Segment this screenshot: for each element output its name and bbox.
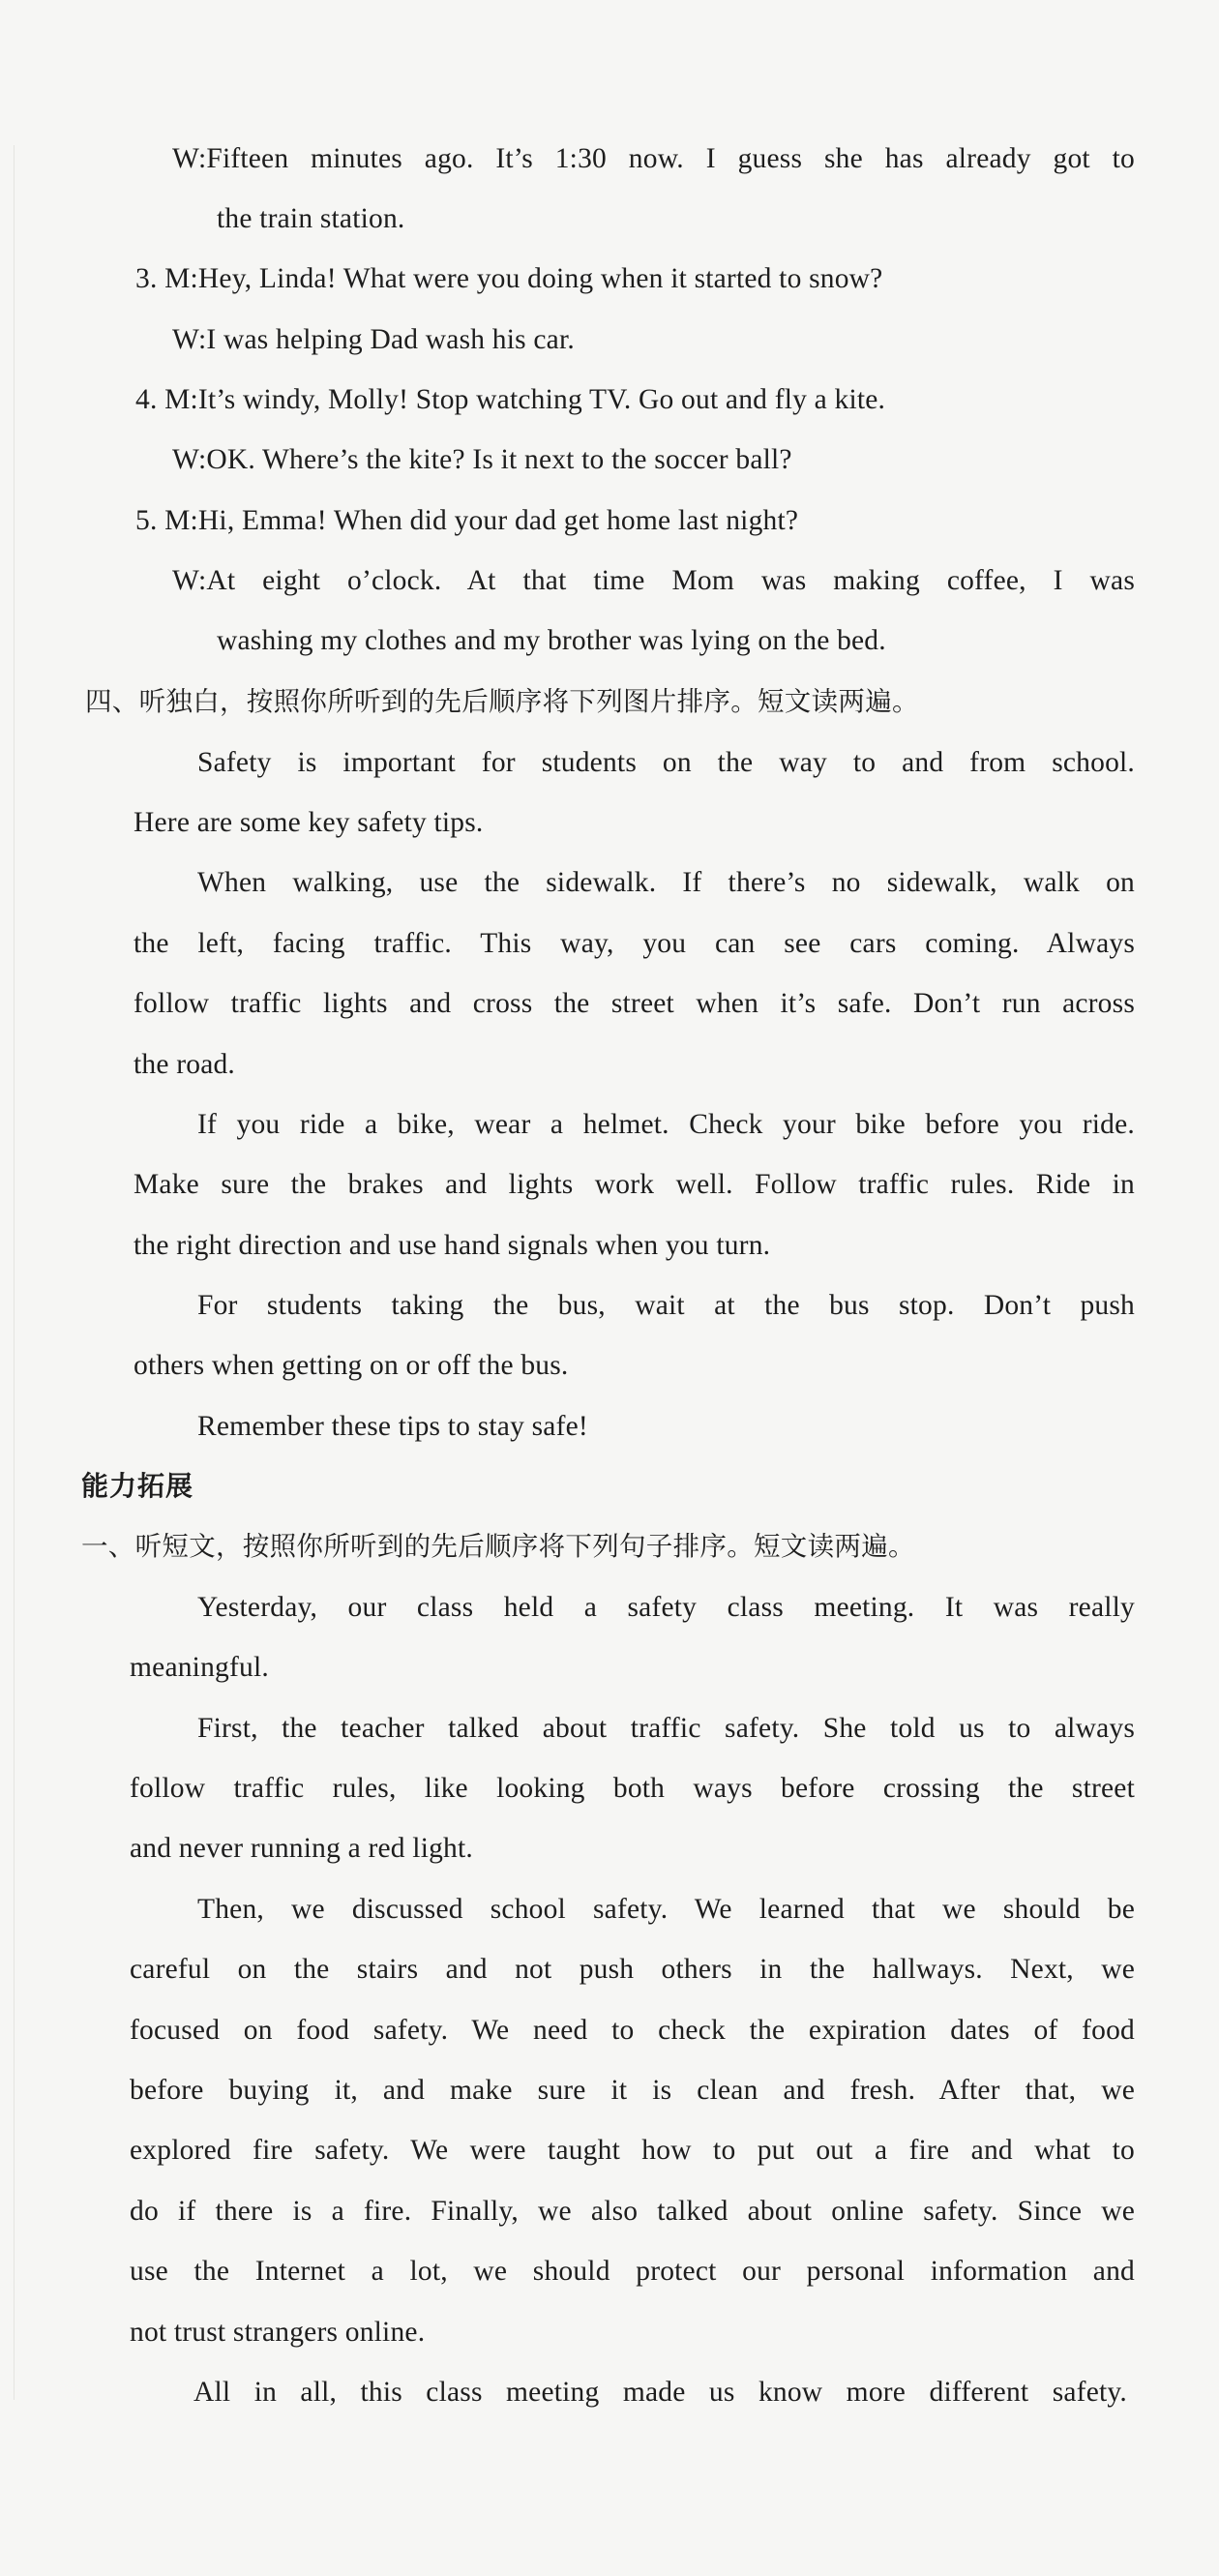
- dialogue-4-woman: W:OK. Where’s the kite? Is it next to the soccer ball?: [172, 444, 792, 475]
- dialogue-2-woman-line-2: the train station.: [217, 203, 405, 234]
- page-margin-line: [14, 145, 15, 2400]
- ability-extension-heading: 能力拓展: [81, 1470, 194, 1502]
- passage-1-line: follow traffic lights and cross the street when it’s safe. Don’t run across: [134, 988, 1135, 1019]
- passage-2-line: and never running a red light.: [130, 1833, 473, 1864]
- passage-1-line: the right direction and use hand signals when you turn.: [134, 1230, 771, 1261]
- dialogue-5-woman-line-1: W:At eight o’clock. At that time Mom was making coffee, I was: [172, 565, 1135, 596]
- passage-1-line: Remember these tips to stay safe!: [197, 1411, 588, 1442]
- dialogue-5-man: 5. M:Hi, Emma! When did your dad get home last night?: [135, 505, 799, 536]
- passage-2-line: do if there is a fire. Finally, we also talked about online safety. Since we: [130, 2196, 1135, 2227]
- dialogue-3-man: 3. M:Hey, Linda! What were you doing when it started to snow?: [135, 263, 883, 294]
- passage-2-line: All in all, this class meeting made us know more different safety.: [193, 2377, 1127, 2408]
- passage-2-line: before buying it, and make sure it is clean and fresh. After that, we: [130, 2075, 1135, 2106]
- ability-section-one-instruction: 一、听短文，按照你所听到的先后顺序将下列句子排序。短文读两遍。: [81, 1531, 915, 1562]
- passage-2-line: focused on food safety. We need to check the expiration dates of food: [130, 2015, 1135, 2046]
- passage-1-line: Safety is important for students on the way to and from school.: [197, 747, 1135, 778]
- dialogue-4-man: 4. M:It’s windy, Molly! Stop watching TV. Go out and fly a kite.: [135, 384, 886, 415]
- passage-2-line: meaningful.: [130, 1652, 269, 1683]
- passage-1-line: the left, facing traffic. This way, you can see cars coming. Always: [134, 928, 1135, 959]
- passage-2-line: First, the teacher talked about traffic safety. She told us to always: [197, 1713, 1135, 1744]
- passage-1-line: others when getting on or off the bus.: [134, 1350, 569, 1381]
- passage-2-line: Yesterday, our class held a safety class meeting. It was really: [197, 1592, 1135, 1623]
- passage-1-line: When walking, use the sidewalk. If there’s no sidewalk, walk on: [197, 867, 1135, 898]
- dialogue-2-woman-line-1: W:Fifteen minutes ago. It’s 1:30 now. I guess she has already got to: [172, 143, 1135, 174]
- dialogue-3-woman: W:I was helping Dad wash his car.: [172, 324, 575, 355]
- passage-2-line: explored fire safety. We were taught how to put out a fire and what to: [130, 2135, 1135, 2166]
- passage-1-line: the road.: [134, 1049, 236, 1080]
- passage-1-line: Make sure the brakes and lights work well. Follow traffic rules. Ride in: [134, 1169, 1135, 1200]
- dialogue-5-woman-line-2: washing my clothes and my brother was lying on the bed.: [217, 625, 886, 656]
- passage-2-line: Then, we discussed school safety. We learned that we should be: [197, 1894, 1135, 1925]
- passage-2-line: use the Internet a lot, we should protect our personal information and: [130, 2256, 1135, 2287]
- passage-2-line: careful on the stairs and not push others in the hallways. Next, we: [130, 1954, 1135, 1985]
- section-four-instruction: 四、听独白，按照你所听到的先后顺序将下列图片排序。短文读两遍。: [85, 686, 919, 717]
- passage-1-line: Here are some key safety tips.: [134, 807, 484, 838]
- passage-2-line: not trust strangers online.: [130, 2317, 426, 2348]
- passage-1-line: For students taking the bus, wait at the bus stop. Don’t push: [197, 1290, 1135, 1321]
- passage-1-line: If you ride a bike, wear a helmet. Check your bike before you ride.: [197, 1109, 1135, 1140]
- passage-2-line: follow traffic rules, like looking both ways before crossing the street: [130, 1773, 1135, 1804]
